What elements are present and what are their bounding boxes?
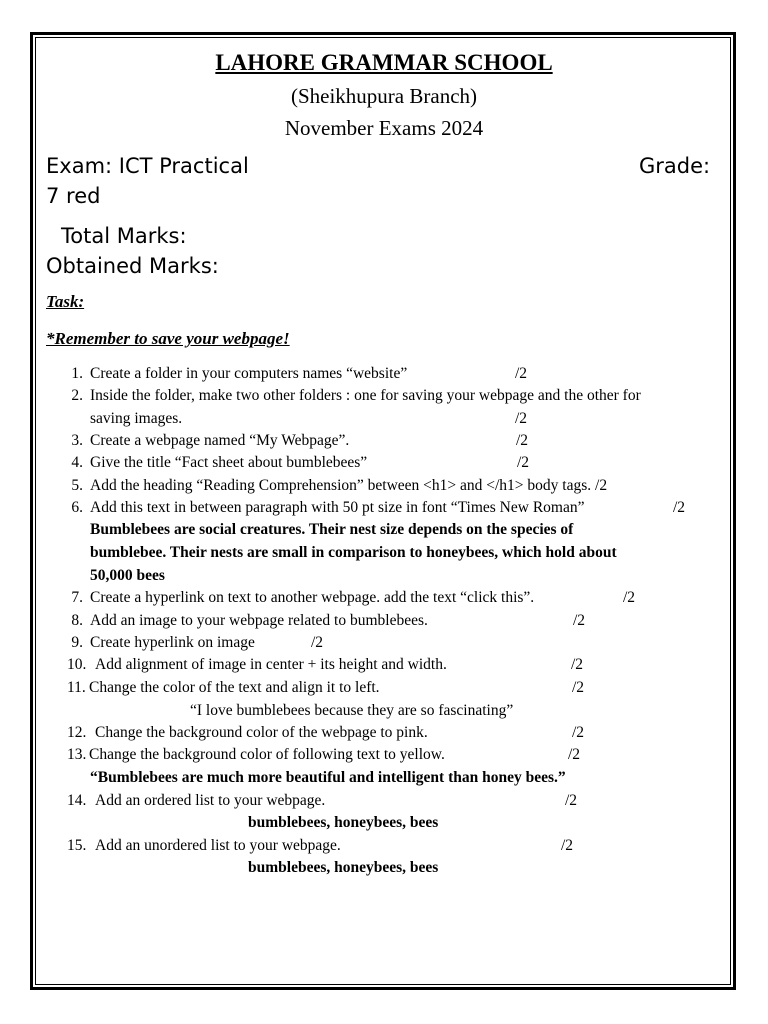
item-text: Create a webpage named “My Webpage”. [90, 432, 350, 449]
item-number: 4. [71, 454, 83, 471]
item-text: Inside the folder, make two other folders : one for saving your webpage and the other for [90, 387, 641, 404]
bold-list-text: bumblebees, honeybees, bees [248, 814, 439, 831]
save-reminder: *Remember to save your webpage! [46, 329, 290, 348]
item-marks: /2 [573, 612, 586, 629]
item-text: Give the title “Fact sheet about bumblebees” [90, 454, 368, 471]
item-text: Change the color of the text and align it to left. [89, 679, 380, 696]
task-heading: Task: [46, 292, 85, 311]
item-marks: /2 [516, 432, 529, 449]
item-text: Add an image to your webpage related to bumblebees. [90, 612, 428, 629]
item-text: Create a folder in your computers names “website” [90, 365, 408, 382]
item-text: Create a hyperlink on text to another webpage. add the text “click this”. [90, 589, 535, 606]
item-marks: /2 [572, 679, 585, 696]
item-text: Add the heading “Reading Comprehension” between <h1> and </h1> body tags. /2 [90, 477, 608, 494]
branch-name: (Sheikhupura Branch) [290, 84, 478, 108]
item-number: 6. [71, 499, 83, 516]
item-number: 12. [67, 724, 87, 741]
item-number: 7. [71, 589, 83, 606]
item-number: 3. [71, 432, 83, 449]
item-number: 2. [71, 387, 83, 404]
item-text: Add this text in between paragraph with 50 pt size in font “Times New Roman” [90, 499, 585, 516]
school-name: LAHORE GRAMMAR SCHOOL [215, 50, 553, 75]
item-number: 1. [71, 365, 83, 382]
item-number: 8. [71, 612, 83, 629]
item-number: 13. [67, 746, 87, 763]
exam-title: Exam: ICT Practical [46, 154, 249, 178]
item-marks: /2 [673, 499, 686, 516]
item-marks: /2 [561, 837, 574, 854]
item-number: 14. [67, 792, 87, 809]
item-text: Change the background color of following text to yellow. [89, 746, 445, 763]
item-text: Add alignment of image in center + its height and width. [95, 656, 447, 673]
item-marks: /2 [515, 410, 528, 427]
item-number: 15. [67, 837, 87, 854]
item-marks: /2 [572, 724, 585, 741]
item-number: 11. [67, 679, 86, 696]
item-marks: /2 [517, 454, 530, 471]
total-marks: Total Marks: [61, 224, 187, 248]
item-text: saving images. [90, 410, 183, 427]
grade-label: Grade: [639, 154, 711, 178]
item-marks: /2 [571, 656, 584, 673]
item-text: Add an ordered list to your webpage. [95, 792, 326, 809]
item-marks: /2 [568, 746, 581, 763]
item-number: 9. [71, 634, 83, 651]
item-text: Change the background color of the webpage to pink. [95, 724, 428, 741]
item-marks: /2 [623, 589, 636, 606]
exam-session: November Exams 2024 [284, 116, 484, 140]
item-number: 5. [71, 477, 83, 494]
item-marks: /2 [515, 365, 528, 382]
bold-paragraph-line: bumblebee. Their nests are small in comparison to honeybees, which hold about [90, 544, 617, 561]
item-marks: /2 [565, 792, 578, 809]
quote-text: “I love bumblebees because they are so fascinating” [190, 702, 514, 719]
bold-quote: “Bumblebees are much more beautiful and intelligent than honey bees.” [90, 769, 566, 786]
item-text: Create hyperlink on image [90, 634, 255, 651]
item-marks: /2 [311, 634, 324, 651]
obtained-marks: Obtained Marks: [46, 254, 219, 278]
bold-list-text: bumblebees, honeybees, bees [248, 859, 439, 876]
item-text: Add an unordered list to your webpage. [95, 837, 341, 854]
bold-paragraph-line: Bumblebees are social creatures. Their nest size depends on the species of [90, 521, 574, 538]
item-number: 10. [67, 656, 87, 673]
grade-value: 7 red [46, 184, 101, 208]
bold-paragraph-line: 50,000 bees [90, 567, 165, 584]
